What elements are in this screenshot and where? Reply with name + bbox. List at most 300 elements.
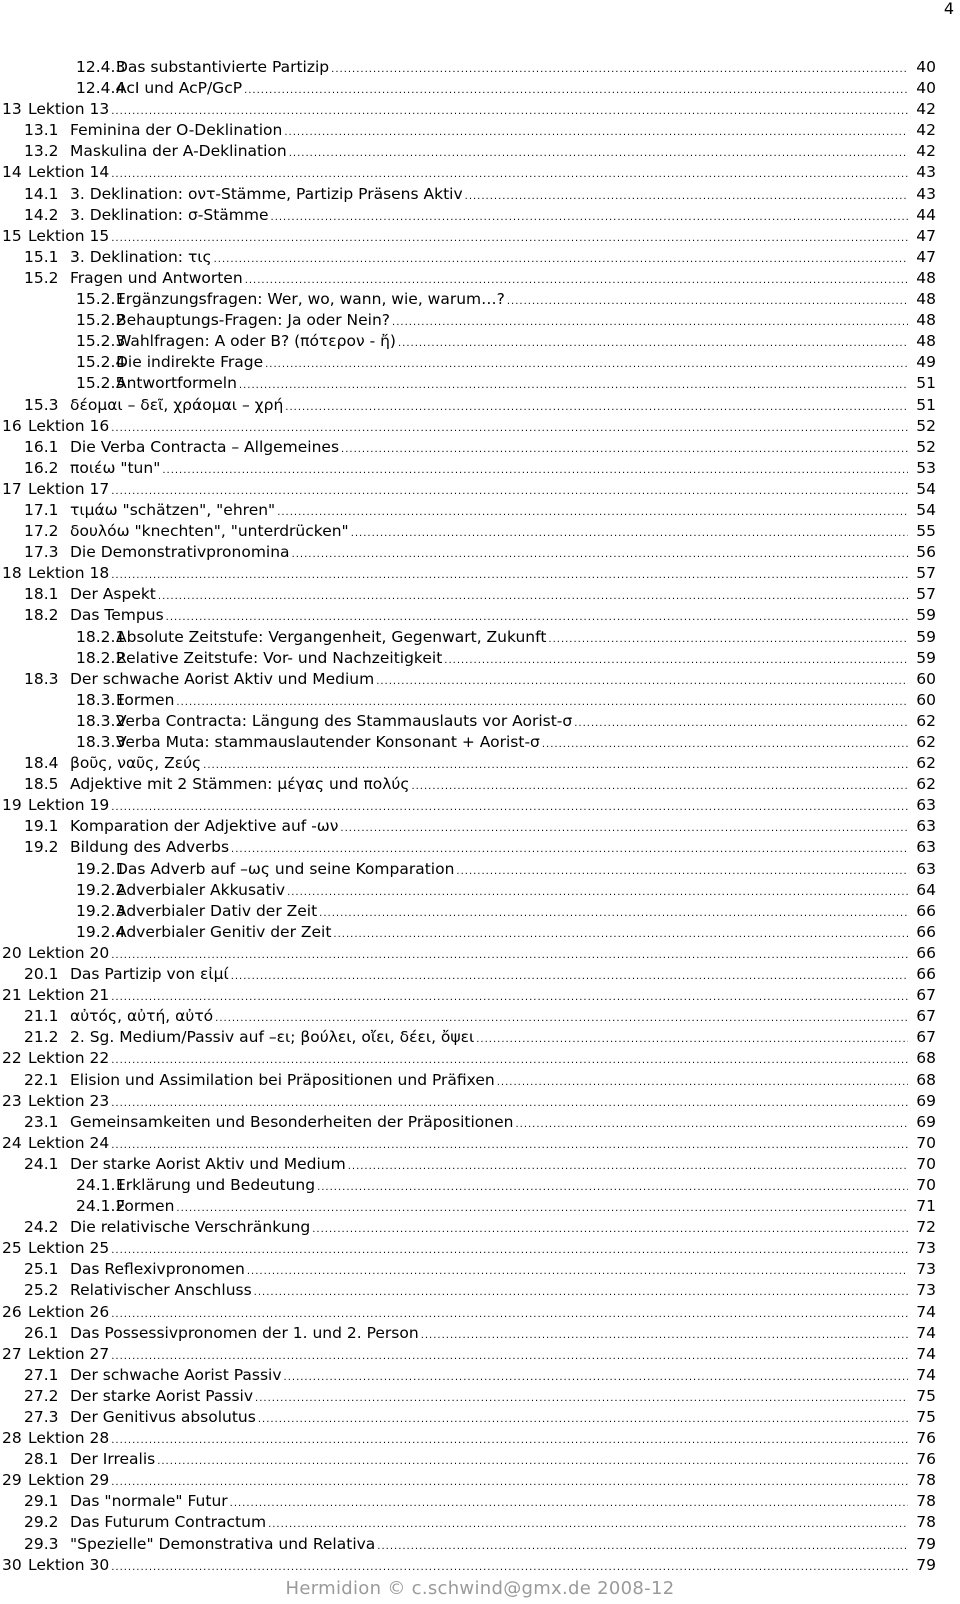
toc-entry[interactable] — [0, 669, 960, 690]
toc-entry-number: 27.3 — [24, 1408, 59, 1426]
toc-entry-title: Lektion 19 — [28, 796, 110, 815]
toc-entry-number: 15.2.1 — [76, 290, 126, 309]
toc-entry[interactable] — [0, 648, 960, 669]
toc-entry-number: 28 — [2, 1429, 22, 1448]
toc-entry[interactable] — [0, 373, 960, 394]
toc-entry-title: Das Adverb auf –ως und seine Komparation — [116, 859, 455, 878]
toc-entry[interactable] — [0, 1428, 960, 1449]
toc-entry-title: Maskulina der A-Deklination — [70, 142, 287, 161]
toc-entry-title: Verba Muta: stammauslautender Konsonant + Aorist-σ — [116, 733, 540, 751]
toc-entry-number: 29.3 — [24, 1534, 59, 1553]
toc-entry-title: Adverbialer Genitiv der Zeit — [116, 922, 332, 941]
toc-entry-page: 68 — [916, 1049, 936, 1068]
toc-entry-number: 13.1 — [24, 121, 59, 140]
toc-entry-title: Das Reflexivpronomen — [70, 1260, 245, 1279]
toc-entry[interactable] — [0, 837, 960, 858]
toc-entry[interactable] — [0, 141, 960, 162]
toc-entry[interactable] — [0, 1280, 960, 1301]
dot-leader — [319, 903, 908, 924]
toc-entry-number: 18.4 — [24, 754, 59, 773]
dot-leader — [176, 1198, 908, 1219]
toc-entry[interactable] — [0, 1534, 960, 1555]
toc-entry-number: 26.1 — [24, 1323, 59, 1342]
dot-leader — [176, 692, 908, 713]
toc-entry-number: 27.1 — [24, 1365, 59, 1384]
toc-entry-number: 21.2 — [24, 1028, 59, 1047]
toc-entry[interactable] — [0, 1175, 960, 1196]
toc-entry-number: 22.1 — [24, 1070, 59, 1089]
toc-entry-page: 79 — [916, 1534, 936, 1553]
toc-entry-number: 19.2 — [24, 838, 59, 857]
toc-entry[interactable] — [0, 1470, 960, 1491]
toc-entry[interactable] — [0, 542, 960, 563]
toc-entry[interactable] — [0, 732, 960, 753]
toc-entry[interactable] — [0, 774, 960, 795]
toc-entry-page: 44 — [916, 205, 936, 224]
dot-leader — [231, 966, 908, 987]
toc-entry-title: 3. Deklination: σ-Stämme — [70, 205, 269, 224]
toc-entry-number: 15 — [2, 226, 22, 245]
dot-leader — [214, 249, 908, 270]
toc-entry-title: Lektion 15 — [28, 226, 110, 245]
toc-entry[interactable] — [0, 795, 960, 816]
dot-leader — [548, 629, 908, 650]
toc-entry-number: 14.2 — [24, 205, 59, 224]
toc-entry[interactable] — [0, 1512, 960, 1533]
toc-entry-page: 60 — [916, 690, 936, 709]
toc-entry-title: Adverbialer Akkusativ — [116, 880, 286, 899]
toc-entry-page: 73 — [916, 1260, 936, 1279]
toc-entry-title: Komparation der Adjektive auf -ων — [70, 817, 339, 836]
toc-entry-page: 52 — [916, 437, 936, 456]
toc-entry-number: 12.4.4 — [76, 79, 126, 98]
toc-entry-title: Lektion 26 — [28, 1302, 110, 1321]
dot-leader — [111, 228, 908, 249]
dot-leader — [157, 1451, 908, 1472]
toc-entry-page: 63 — [916, 796, 936, 815]
toc-entry-number: 26 — [2, 1302, 22, 1321]
dot-leader — [333, 924, 908, 945]
toc-entry-number: 16.1 — [24, 437, 59, 456]
toc-entry-number: 25.2 — [24, 1281, 59, 1300]
toc-entry[interactable] — [0, 1217, 960, 1238]
toc-entry-page: 62 — [916, 711, 936, 730]
toc-entry-title: Die Demonstrativpronomina — [70, 543, 290, 562]
toc-entry-page: 48 — [916, 290, 936, 309]
toc-entry-number: 19.2.4 — [76, 922, 126, 941]
toc-entry-number: 18.5 — [24, 775, 59, 794]
toc-entry-number: 16.2 — [24, 458, 59, 477]
toc-entry-number: 19.2.3 — [76, 901, 126, 920]
toc-entry[interactable] — [0, 120, 960, 141]
toc-entry-number: 17.3 — [24, 543, 59, 562]
dot-leader — [284, 1367, 908, 1388]
toc-entry[interactable] — [0, 162, 960, 183]
toc-entry-title: AcI und AcP/GcP — [116, 79, 243, 98]
toc-entry[interactable] — [0, 1112, 960, 1133]
toc-entry[interactable] — [0, 1344, 960, 1365]
toc-entry[interactable] — [0, 1048, 960, 1069]
toc-entry-page: 75 — [916, 1408, 936, 1426]
toc-entry-title: Lektion 21 — [28, 986, 110, 1005]
toc-entry-page: 49 — [916, 353, 936, 372]
toc-entry-title: βοῦς, ναῦς, Ζεύς — [70, 754, 202, 773]
toc-entry-page: 40 — [916, 79, 936, 98]
toc-entry-number: 27.2 — [24, 1386, 59, 1405]
toc-entry-page: 51 — [916, 374, 936, 393]
toc-entry-title: Der Irrealis — [70, 1450, 156, 1469]
toc-entry[interactable] — [0, 268, 960, 289]
toc-entry-title: Lektion 16 — [28, 416, 110, 435]
toc-entry[interactable] — [0, 901, 960, 922]
toc-entry-number: 18.3.3 — [76, 733, 126, 751]
toc-entry-number: 29 — [2, 1471, 22, 1490]
table-of-contents — [0, 57, 960, 1576]
toc-entry-page: 63 — [916, 859, 936, 878]
dot-leader — [456, 861, 908, 882]
toc-entry-page: 63 — [916, 838, 936, 857]
toc-entry[interactable] — [0, 1133, 960, 1154]
toc-entry-number: 18.3.2 — [76, 711, 126, 730]
dot-leader — [277, 502, 908, 523]
dot-leader — [111, 164, 908, 185]
toc-entry-page: 47 — [916, 247, 936, 266]
toc-entry[interactable] — [0, 1365, 960, 1386]
toc-entry[interactable] — [0, 521, 960, 542]
toc-entry[interactable] — [0, 1302, 960, 1323]
toc-entry-number: 13 — [2, 100, 22, 119]
toc-entry-number: 15.2 — [24, 268, 59, 287]
toc-entry[interactable] — [0, 1259, 960, 1280]
toc-entry-page: 67 — [916, 986, 936, 1005]
dot-leader — [111, 1430, 908, 1451]
toc-entry-title: Das Partizip von εἰμί — [70, 965, 229, 984]
toc-entry-page: 43 — [916, 163, 936, 182]
toc-entry-title: Lektion 24 — [28, 1133, 110, 1152]
toc-entry-title: Das substantivierte Partizip — [116, 58, 330, 76]
toc-entry[interactable] — [0, 1091, 960, 1112]
toc-entry-page: 72 — [916, 1218, 936, 1237]
toc-entry-title: Adverbialer Dativ der Zeit — [116, 901, 318, 920]
dot-leader — [497, 1072, 908, 1093]
toc-entry-page: 69 — [916, 1091, 936, 1110]
toc-entry-title: Lektion 27 — [28, 1344, 110, 1363]
toc-entry-number: 19.2.2 — [76, 880, 126, 899]
dot-leader — [111, 565, 908, 586]
toc-entry[interactable] — [0, 1407, 960, 1428]
toc-entry-title: "Spezielle" Demonstrativa und Relativa — [70, 1534, 376, 1553]
toc-entry-page: 59 — [916, 627, 936, 646]
toc-entry-number: 15.3 — [24, 395, 59, 414]
toc-entry-number: 18.3 — [24, 669, 59, 688]
toc-entry-page: 66 — [916, 922, 936, 941]
toc-entry-page: 79 — [916, 1555, 936, 1574]
toc-entry-page: 62 — [916, 754, 936, 773]
toc-entry-title: Das "normale" Futur — [70, 1492, 228, 1511]
toc-entry-page: 70 — [916, 1133, 936, 1152]
toc-entry[interactable] — [0, 57, 960, 78]
dot-leader — [507, 291, 908, 312]
toc-entry-title: Der Aspekt — [70, 585, 156, 604]
toc-entry[interactable] — [0, 1491, 960, 1512]
toc-entry[interactable] — [0, 922, 960, 943]
dot-leader — [239, 375, 908, 396]
toc-entry-number: 25 — [2, 1239, 22, 1258]
toc-entry-title: Die relativische Verschränkung — [70, 1218, 311, 1237]
toc-entry[interactable] — [0, 1555, 960, 1576]
toc-entry-page: 75 — [916, 1386, 936, 1405]
toc-entry[interactable] — [0, 1238, 960, 1259]
toc-entry-title: Lektion 22 — [28, 1049, 110, 1068]
toc-entry[interactable] — [0, 690, 960, 711]
dot-leader — [317, 1177, 908, 1198]
toc-entry[interactable] — [0, 1154, 960, 1175]
toc-entry-number: 14 — [2, 163, 22, 182]
toc-entry-number: 22 — [2, 1049, 22, 1068]
dot-leader — [111, 1093, 908, 1114]
toc-entry-title: Relativischer Anschluss — [70, 1281, 252, 1300]
toc-entry-page: 68 — [916, 1070, 936, 1089]
dot-leader — [247, 1261, 908, 1282]
dot-leader — [340, 818, 908, 839]
toc-entry-title: Der Genitivus absolutus — [70, 1408, 256, 1426]
dot-leader — [111, 1557, 908, 1578]
toc-entry-number: 12.4.3 — [76, 58, 126, 76]
toc-entry-number: 14.1 — [24, 184, 59, 203]
dot-leader — [231, 839, 908, 860]
toc-entry-page: 52 — [916, 416, 936, 435]
toc-entry-title: Wahlfragen: A oder B? (πότερον - ἤ) — [116, 332, 396, 351]
dot-leader — [111, 418, 908, 439]
toc-entry-number: 19.2.1 — [76, 859, 126, 878]
dot-leader — [230, 1493, 908, 1514]
toc-entry[interactable] — [0, 816, 960, 837]
toc-entry[interactable] — [0, 964, 960, 985]
toc-entry[interactable] — [0, 880, 960, 901]
toc-entry-title: 2. Sg. Medium/Passiv auf –ει; βούλει, οἴει, δέει, ὄψει — [70, 1028, 475, 1047]
toc-entry-number: 18.3.1 — [76, 690, 126, 709]
toc-entry-title: 3. Deklination: οντ-Stämme, Partizip Präsens Aktiv — [70, 184, 463, 203]
toc-entry-page: 51 — [916, 395, 936, 414]
toc-entry-page: 40 — [916, 58, 936, 76]
toc-entry-title: Gemeinsamkeiten und Besonderheiten der Präpositionen — [70, 1112, 514, 1131]
toc-entry-number: 23.1 — [24, 1112, 59, 1131]
toc-entry-title: Absolute Zeitstufe: Vergangenheit, Gegenwart, Zukunft — [116, 627, 547, 646]
toc-entry-page: 74 — [916, 1344, 936, 1363]
toc-entry-title: Ergänzungsfragen: Wer, wo, wann, wie, warum…? — [116, 290, 505, 309]
toc-entry[interactable] — [0, 479, 960, 500]
dot-leader — [348, 1156, 908, 1177]
dot-leader — [542, 734, 908, 755]
toc-entry-number: 13.2 — [24, 142, 59, 161]
toc-entry-number: 18.1 — [24, 585, 59, 604]
dot-leader — [111, 987, 908, 1008]
dot-leader — [292, 544, 908, 565]
page-footer: Hermidion © c.schwind@gmx.de 2008-12 — [285, 1578, 675, 1599]
toc-entry-page: 62 — [916, 733, 936, 751]
dot-leader — [265, 354, 908, 375]
dot-leader — [203, 755, 908, 776]
toc-entry-page: 74 — [916, 1365, 936, 1384]
toc-entry[interactable] — [0, 184, 960, 205]
toc-entry-number: 18 — [2, 564, 22, 583]
toc-entry[interactable] — [0, 753, 960, 774]
dot-leader — [444, 650, 908, 671]
toc-entry-page: 48 — [916, 332, 936, 351]
toc-entry-title: Der starke Aorist Passiv — [70, 1386, 254, 1405]
dot-leader — [111, 1304, 908, 1325]
toc-entry[interactable] — [0, 985, 960, 1006]
toc-entry-number: 18.2.1 — [76, 627, 126, 646]
toc-entry[interactable] — [0, 1027, 960, 1048]
toc-entry-number: 15.2.5 — [76, 374, 126, 393]
toc-entry-number: 28.1 — [24, 1450, 59, 1469]
toc-entry-page: 73 — [916, 1239, 936, 1258]
dot-leader — [287, 882, 908, 903]
toc-entry-title: Das Tempus — [70, 606, 164, 625]
toc-entry[interactable] — [0, 247, 960, 268]
toc-entry-number: 25.1 — [24, 1260, 59, 1279]
toc-entry[interactable] — [0, 1070, 960, 1091]
toc-entry-title: Erklärung und Bedeutung — [116, 1175, 316, 1194]
toc-entry[interactable] — [0, 99, 960, 120]
toc-entry-page: 48 — [916, 268, 936, 287]
toc-entry[interactable] — [0, 458, 960, 479]
dot-leader — [515, 1114, 908, 1135]
toc-entry-title: Lektion 23 — [28, 1091, 110, 1110]
toc-entry-number: 24.2 — [24, 1218, 59, 1237]
toc-entry[interactable] — [0, 78, 960, 99]
toc-entry-title: Formen — [116, 1197, 175, 1216]
toc-entry-title: αὐτός, αὐτή, αὐτό — [70, 1007, 214, 1026]
toc-entry-page: 60 — [916, 669, 936, 688]
toc-entry-page: 57 — [916, 585, 936, 604]
toc-entry[interactable] — [0, 500, 960, 521]
dot-leader — [289, 143, 908, 164]
toc-entry[interactable] — [0, 943, 960, 964]
dot-leader — [411, 776, 908, 797]
toc-entry-number: 17 — [2, 479, 22, 498]
toc-entry[interactable] — [0, 437, 960, 458]
dot-leader — [255, 1388, 908, 1409]
toc-entry-page: 59 — [916, 606, 936, 625]
toc-entry-title: Relative Zeitstufe: Vor- und Nachzeitigkeit — [116, 648, 443, 667]
toc-entry-title: Formen — [116, 690, 175, 709]
dot-leader — [398, 333, 908, 354]
toc-entry[interactable] — [0, 859, 960, 880]
toc-entry[interactable] — [0, 1196, 960, 1217]
toc-entry-title: Die indirekte Frage — [116, 353, 264, 372]
toc-entry-page: 74 — [916, 1302, 936, 1321]
dot-leader — [244, 80, 908, 101]
toc-entry-page: 54 — [916, 479, 936, 498]
toc-entry-page: 53 — [916, 458, 936, 477]
toc-entry-title: Bildung des Adverbs — [70, 838, 230, 857]
toc-entry[interactable] — [0, 289, 960, 310]
toc-entry-title: Feminina der O-Deklination — [70, 121, 283, 140]
toc-entry[interactable] — [0, 416, 960, 437]
dot-leader — [312, 1219, 908, 1240]
toc-entry[interactable] — [0, 1449, 960, 1470]
toc-entry[interactable] — [0, 352, 960, 373]
toc-entry[interactable] — [0, 1006, 960, 1027]
toc-entry-title: Lektion 20 — [28, 943, 110, 962]
toc-entry-number: 19 — [2, 796, 22, 815]
toc-entry-title: Der schwache Aorist Aktiv und Medium — [70, 669, 375, 688]
dot-leader — [111, 945, 908, 966]
toc-entry-page: 62 — [916, 775, 936, 794]
toc-entry-page: 55 — [916, 522, 936, 541]
toc-entry-title: Adjektive mit 2 Stämmen: μέγας und πολύς — [70, 775, 410, 794]
toc-entry-page: 78 — [916, 1471, 936, 1490]
dot-leader — [111, 1135, 908, 1156]
dot-leader — [162, 460, 908, 481]
toc-entry-title: Lektion 29 — [28, 1471, 110, 1490]
toc-entry-title: Die Verba Contracta – Allgemeines — [70, 437, 340, 456]
toc-entry[interactable] — [0, 205, 960, 226]
toc-entry[interactable] — [0, 605, 960, 626]
toc-entry-page: 43 — [916, 184, 936, 203]
toc-entry-number: 29.2 — [24, 1513, 59, 1532]
toc-entry-number: 21 — [2, 986, 22, 1005]
dot-leader — [476, 1029, 908, 1050]
toc-entry-title: Lektion 13 — [28, 100, 110, 119]
toc-entry-page: 57 — [916, 564, 936, 583]
toc-entry-page: 66 — [916, 943, 936, 962]
toc-entry[interactable] — [0, 395, 960, 416]
toc-entry-number: 23 — [2, 1091, 22, 1110]
toc-entry-number: 15.1 — [24, 247, 59, 266]
toc-entry-number: 18.2 — [24, 606, 59, 625]
toc-entry[interactable] — [0, 226, 960, 247]
toc-entry-number: 15.2.3 — [76, 332, 126, 351]
toc-entry-page: 64 — [916, 880, 936, 899]
toc-entry-number: 15.2.2 — [76, 311, 126, 330]
toc-entry[interactable] — [0, 711, 960, 732]
toc-entry[interactable] — [0, 1386, 960, 1407]
toc-entry-page: 73 — [916, 1281, 936, 1300]
dot-leader — [215, 1008, 908, 1029]
toc-entry[interactable] — [0, 331, 960, 352]
dot-leader — [254, 1282, 908, 1303]
toc-entry[interactable] — [0, 563, 960, 584]
dot-leader — [377, 1536, 908, 1557]
dot-leader — [245, 270, 908, 291]
toc-entry-page: 67 — [916, 1007, 936, 1026]
toc-entry[interactable] — [0, 310, 960, 331]
dot-leader — [271, 207, 908, 228]
toc-entry-number: 27 — [2, 1344, 22, 1363]
page-number: 4 — [943, 0, 954, 18]
dot-leader — [166, 607, 908, 628]
toc-entry[interactable] — [0, 627, 960, 648]
dot-leader — [111, 481, 908, 502]
toc-entry-page: 76 — [916, 1429, 936, 1448]
toc-entry-title: Der schwache Aorist Passiv — [70, 1365, 282, 1384]
toc-entry-title: Lektion 28 — [28, 1429, 110, 1448]
toc-entry-number: 17.1 — [24, 500, 59, 519]
toc-entry-number: 15.2.4 — [76, 353, 126, 372]
dot-leader — [341, 439, 908, 460]
toc-entry-page: 56 — [916, 543, 936, 562]
toc-entry[interactable] — [0, 584, 960, 605]
toc-entry-page: 78 — [916, 1513, 936, 1532]
dot-leader — [111, 101, 908, 122]
toc-entry[interactable] — [0, 1323, 960, 1344]
toc-entry-title: Fragen und Antworten — [70, 268, 243, 287]
toc-entry-page: 42 — [916, 100, 936, 119]
toc-entry-number: 20.1 — [24, 965, 59, 984]
